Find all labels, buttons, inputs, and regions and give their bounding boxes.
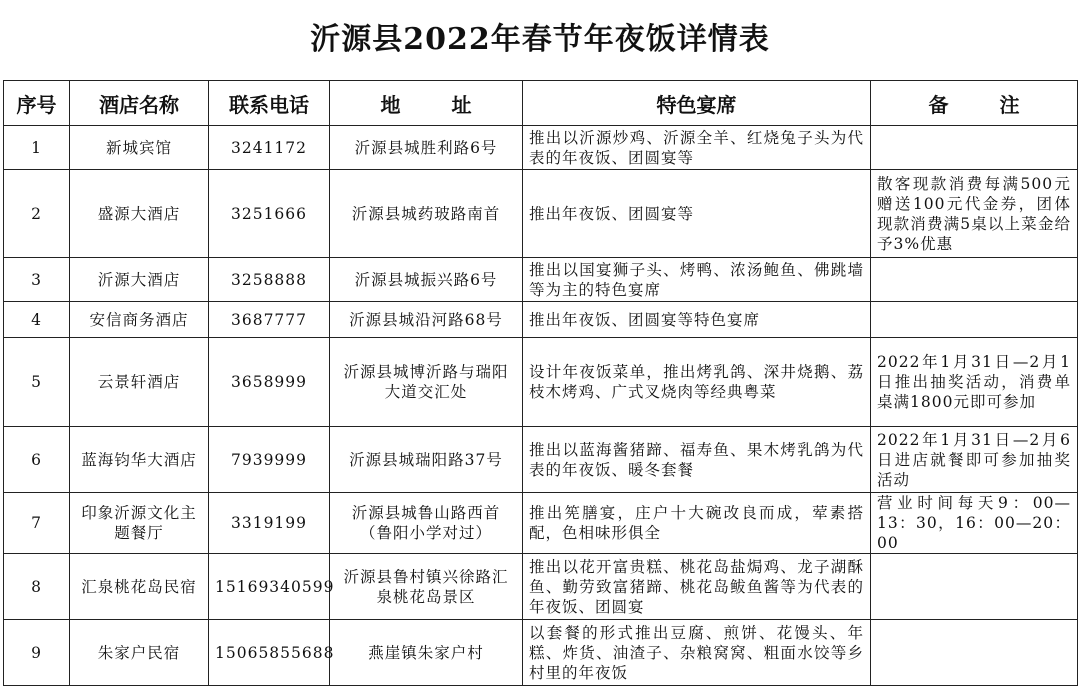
cell-address: 沂源县城胜利路6号 — [330, 126, 523, 170]
table-row — [4, 338, 1078, 427]
cell-note — [871, 554, 1078, 620]
dinner-details-table — [3, 80, 1078, 686]
header-index: 序号 — [4, 81, 70, 126]
cell-index: 6 — [4, 427, 70, 493]
cell-note: 散客现款消费每满500元赠送100元代金券，团体现款消费满5桌以上菜金给予3%优惠 — [871, 170, 1078, 258]
cell-address: 沂源县城沿河路68号 — [330, 302, 523, 338]
cell-address: 沂源县鲁村镇兴徐路汇泉桃花岛景区 — [330, 554, 523, 620]
page-title: 沂源县2022年春节年夜饭详情表 — [310, 22, 770, 57]
cell-index: 2 — [4, 170, 70, 258]
cell-phone: 3319199 — [209, 493, 330, 554]
cell-phone: 3241172 — [209, 126, 330, 170]
cell-feature: 推出以沂源炒鸡、沂源全羊、红烧兔子头为代表的年夜饭、团圆宴等 — [523, 126, 871, 170]
cell-feature: 推出以蓝海酱猪蹄、福寿鱼、果木烤乳鸽为代表的年夜饭、暖冬套餐 — [523, 427, 871, 493]
cell-note — [871, 126, 1078, 170]
cell-feature: 推出年夜饭、团圆宴等特色宴席 — [523, 302, 871, 338]
cell-index: 7 — [4, 493, 70, 554]
cell-address: 燕崖镇朱家户村 — [330, 620, 523, 686]
cell-index: 3 — [4, 258, 70, 302]
header-address: 地 址 — [330, 81, 523, 126]
table-row — [4, 170, 1078, 258]
table-header — [4, 81, 1078, 126]
cell-index: 5 — [4, 338, 70, 427]
cell-hotel-name: 安信商务酒店 — [70, 302, 209, 338]
cell-note: 2022年1月31日—2月6日进店就餐即可参加抽奖活动 — [871, 427, 1078, 493]
cell-index: 8 — [4, 554, 70, 620]
table-row — [4, 126, 1078, 170]
cell-hotel-name: 盛源大酒店 — [70, 170, 209, 258]
cell-address: 沂源县城振兴路6号 — [330, 258, 523, 302]
cell-address: 沂源县城瑞阳路37号 — [330, 427, 523, 493]
cell-phone: 3258888 — [209, 258, 330, 302]
cell-hotel-name: 沂源大酒店 — [70, 258, 209, 302]
cell-address: 沂源县城鲁山路西首（鲁阳小学对过） — [330, 493, 523, 554]
cell-phone: 15065855688 — [209, 620, 330, 686]
cell-phone: 7939999 — [209, 427, 330, 493]
cell-hotel-name: 朱家户民宿 — [70, 620, 209, 686]
cell-hotel-name: 云景轩酒店 — [70, 338, 209, 427]
cell-note — [871, 258, 1078, 302]
header-phone: 联系电话 — [209, 81, 330, 126]
header-feature-banquet: 特色宴席 — [523, 81, 871, 126]
table-row — [4, 427, 1078, 493]
table-row — [4, 302, 1078, 338]
cell-feature: 设计年夜饭菜单，推出烤乳鸽、深井烧鹅、荔枝木烤鸡、广式叉烧肉等经典粤菜 — [523, 338, 871, 427]
cell-feature: 推出以花开富贵糕、桃花岛盐焗鸡、龙子湖酥鱼、勤劳致富猪蹄、桃花岛鲅鱼酱等为代表的年夜饭、团圆宴 — [523, 554, 871, 620]
header-hotel-name: 酒店名称 — [70, 81, 209, 126]
cell-note: 2022年1月31日—2月1日推出抽奖活动，消费单桌满1800元即可参加 — [871, 338, 1078, 427]
cell-address: 沂源县城药玻路南首 — [330, 170, 523, 258]
header-note: 备 注 — [871, 81, 1078, 126]
cell-feature: 推出年夜饭、团圆宴等 — [523, 170, 871, 258]
cell-feature: 推出以国宴狮子头、烤鸭、浓汤鲍鱼、佛跳墙等为主的特色宴席 — [523, 258, 871, 302]
cell-hotel-name: 汇泉桃花岛民宿 — [70, 554, 209, 620]
cell-note: 营业时间每天9：00—13：30，16：00—20：00 — [871, 493, 1078, 554]
cell-note — [871, 302, 1078, 338]
cell-index: 4 — [4, 302, 70, 338]
cell-index: 9 — [4, 620, 70, 686]
cell-phone: 3251666 — [209, 170, 330, 258]
cell-phone: 3658999 — [209, 338, 330, 427]
cell-feature: 推出筅膳宴，庄户十大碗改良而成，荤素搭配，色相味形俱全 — [523, 493, 871, 554]
cell-phone: 15169340599 — [209, 554, 330, 620]
cell-hotel-name: 蓝海钧华大酒店 — [70, 427, 209, 493]
cell-address: 沂源县城博沂路与瑞阳大道交汇处 — [330, 338, 523, 427]
cell-hotel-name: 印象沂源文化主题餐厅 — [70, 493, 209, 554]
table-row — [4, 493, 1078, 554]
cell-note — [871, 620, 1078, 686]
table-row — [4, 554, 1078, 620]
cell-index: 1 — [4, 126, 70, 170]
cell-phone: 3687777 — [209, 302, 330, 338]
cell-hotel-name: 新城宾馆 — [70, 126, 209, 170]
table-row — [4, 620, 1078, 686]
cell-feature: 以套餐的形式推出豆腐、煎饼、花馒头、年糕、炸货、油渣子、杂粮窝窝、粗面水饺等乡村里的年夜饭 — [523, 620, 871, 686]
table-row — [4, 258, 1078, 302]
